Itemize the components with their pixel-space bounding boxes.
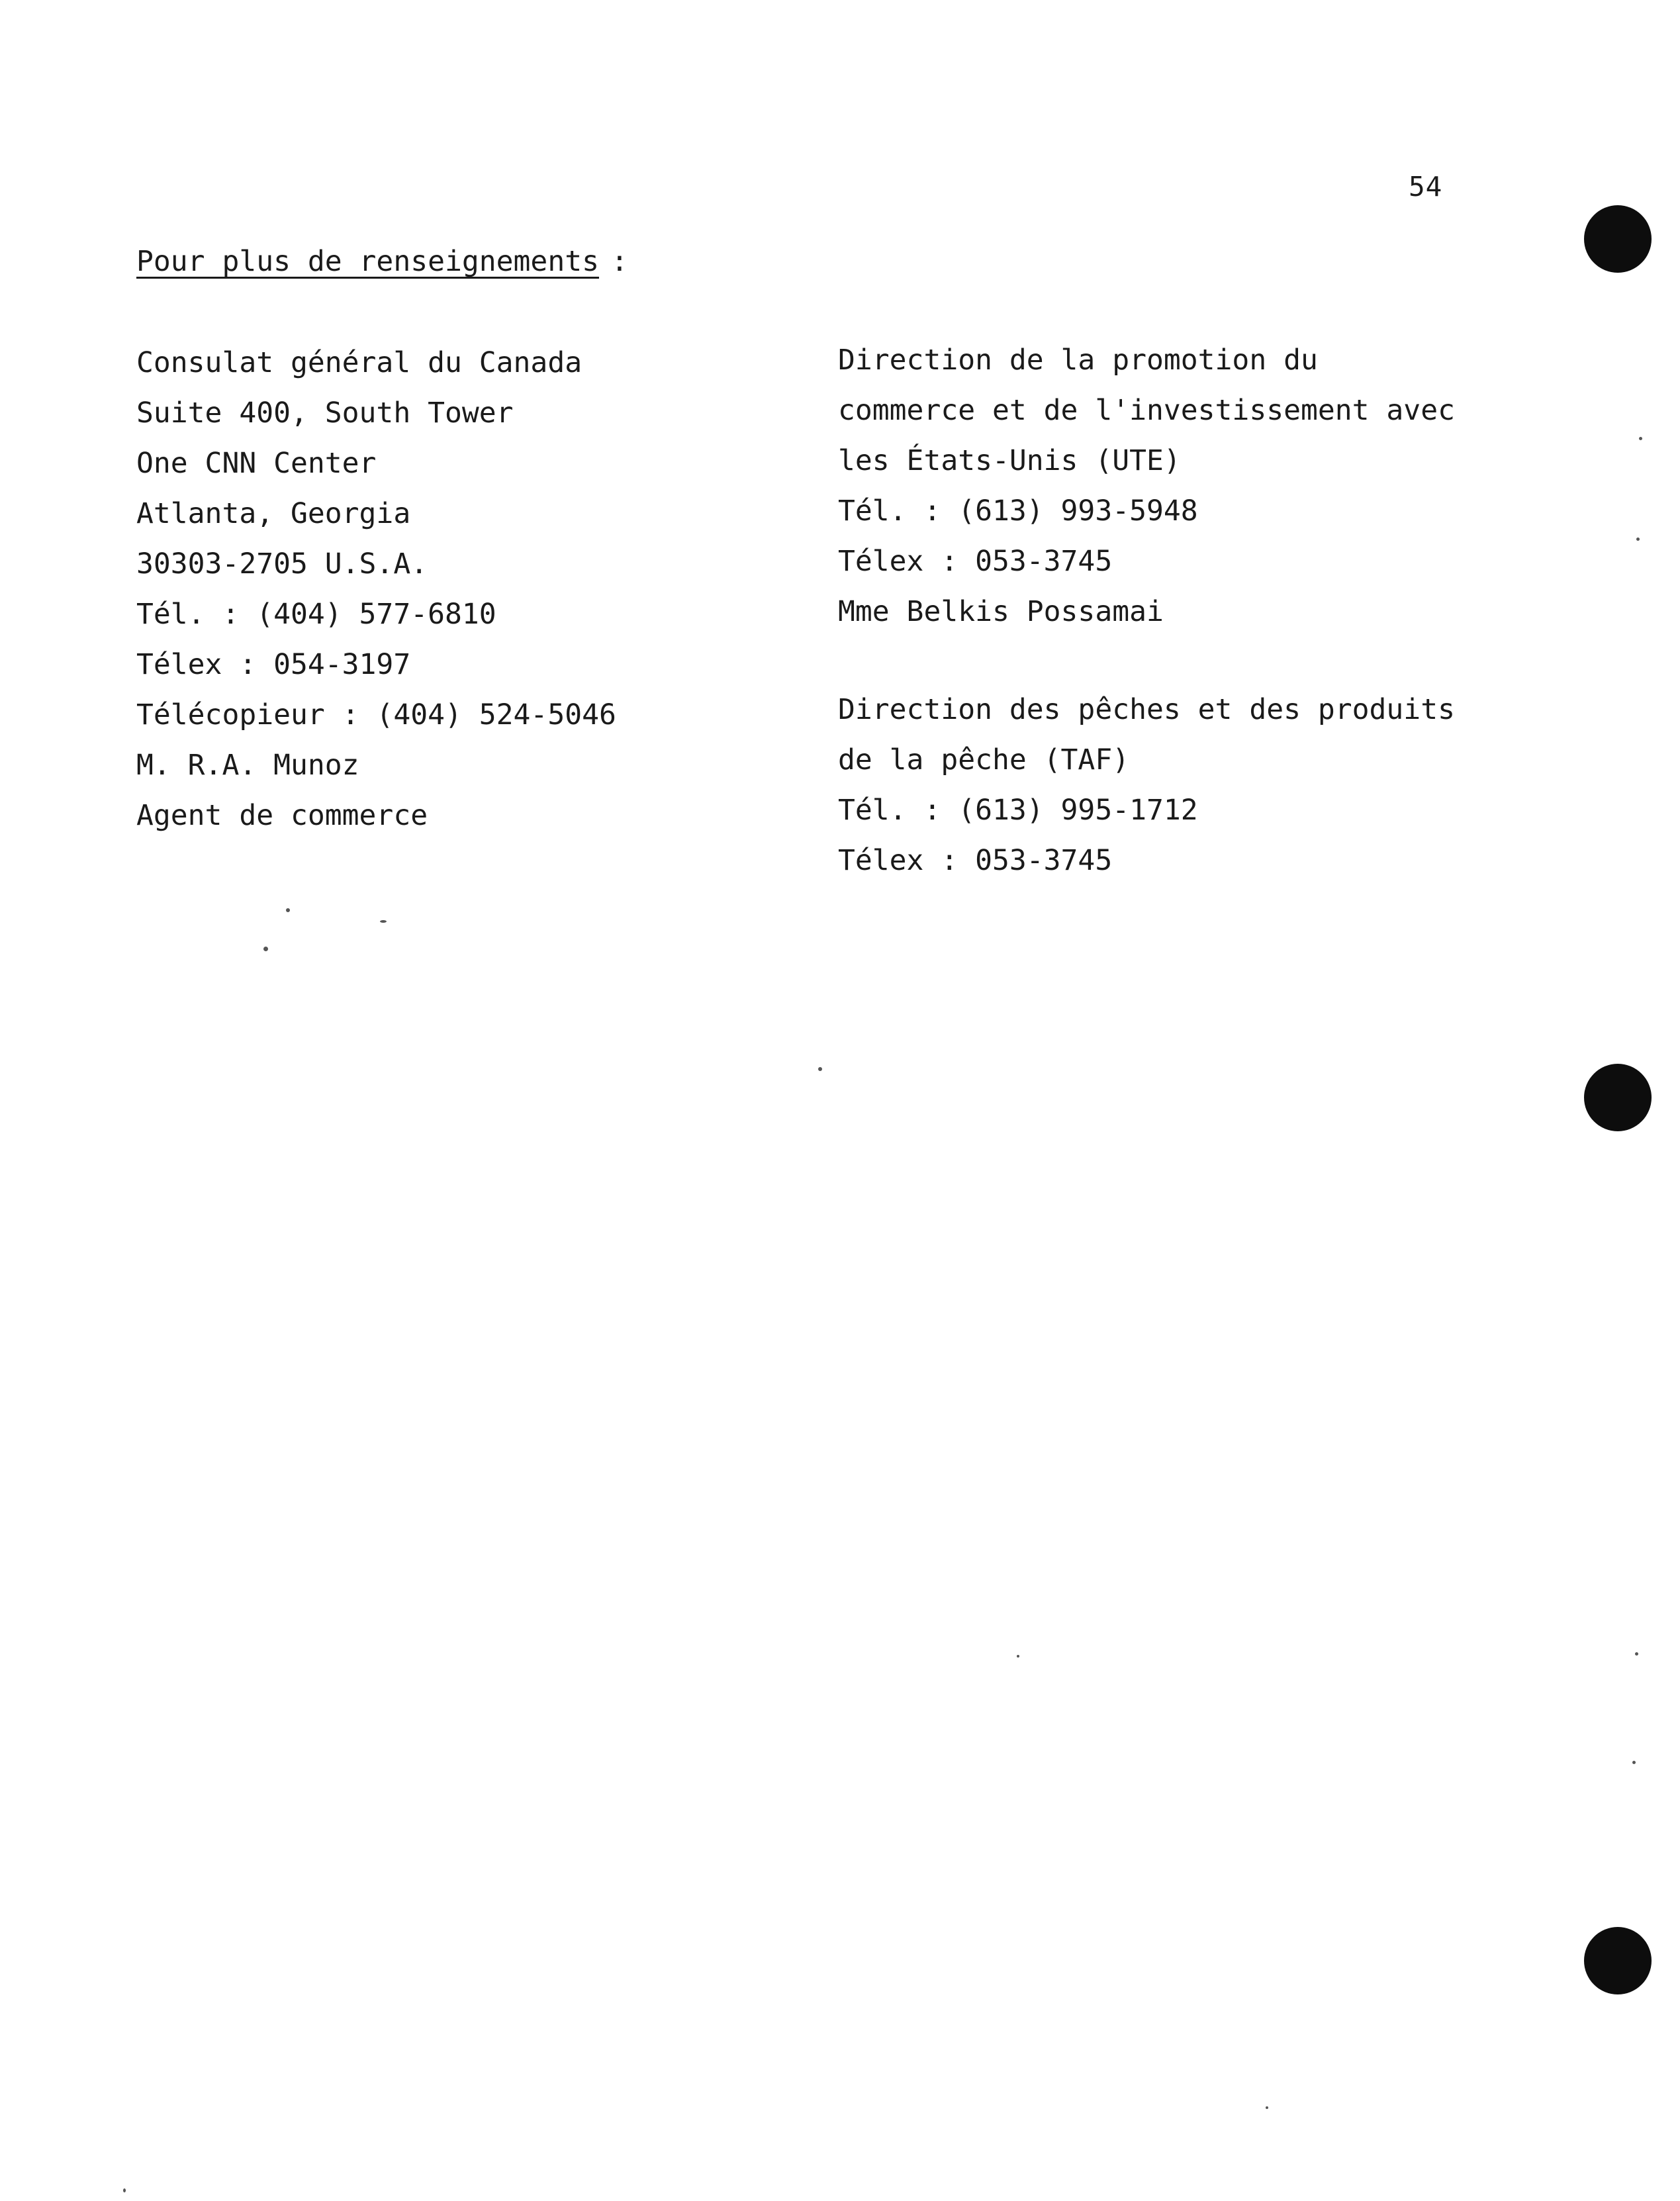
department-contacts-column	[838, 335, 1455, 886]
scan-speck	[286, 908, 290, 912]
taf-name-line-1: Direction des pêches et des produits	[838, 693, 1455, 726]
punch-hole-bottom	[1584, 1927, 1652, 1994]
section-heading-text: Pour plus de renseignements	[136, 245, 599, 278]
ute-contact-person: Mme Belkis Possamai	[838, 595, 1164, 628]
scan-speck	[1017, 1655, 1019, 1658]
taf-contact-block	[838, 684, 1455, 886]
section-heading	[136, 245, 628, 278]
scan-speck	[1636, 538, 1640, 541]
consulate-postal-code: 30303-2705 U.S.A.	[136, 547, 428, 581]
consulate-contact-block	[136, 338, 616, 841]
scan-speck	[123, 2188, 126, 2192]
scan-speck	[1635, 1652, 1638, 1656]
consulate-suite: Suite 400, South Tower	[136, 397, 514, 430]
ute-name-line-3: les États-Unis (UTE)	[838, 444, 1181, 477]
taf-name-line-2: de la pêche (TAF)	[838, 743, 1130, 776]
consulate-name: Consulat général du Canada	[136, 346, 583, 379]
scan-speck	[1266, 2106, 1268, 2109]
consulate-city: Atlanta, Georgia	[136, 497, 411, 530]
scan-speck	[263, 947, 268, 951]
consulate-contact-title: Agent de commerce	[136, 799, 428, 832]
ute-name-line-2: commerce et de l'investissement avec	[838, 394, 1455, 427]
ute-name-line-1: Direction de la promotion du	[838, 344, 1318, 377]
block-spacer	[838, 637, 1455, 684]
ute-telex: Télex : 053-3745	[838, 545, 1113, 578]
scan-speck	[1632, 1761, 1636, 1764]
punch-hole-top	[1584, 205, 1652, 273]
page-number: 54	[1409, 171, 1443, 203]
consulate-fax: Télécopieur : (404) 524-5046	[136, 698, 616, 731]
consulate-phone: Tél. : (404) 577-6810	[136, 598, 496, 631]
scan-speck	[380, 920, 387, 923]
ute-phone: Tél. : (613) 993-5948	[838, 494, 1198, 528]
consulate-building: One CNN Center	[136, 447, 377, 480]
ute-contact-block	[838, 335, 1455, 637]
consulate-contact-person: M. R.A. Munoz	[136, 749, 359, 782]
consulate-telex: Télex : 054-3197	[136, 648, 411, 681]
scan-speck	[1639, 437, 1642, 440]
punch-hole-middle	[1584, 1064, 1652, 1131]
scan-speck	[818, 1067, 822, 1071]
taf-phone: Tél. : (613) 995-1712	[838, 794, 1198, 827]
section-heading-colon: :	[610, 245, 628, 278]
taf-telex: Télex : 053-3745	[838, 844, 1113, 877]
